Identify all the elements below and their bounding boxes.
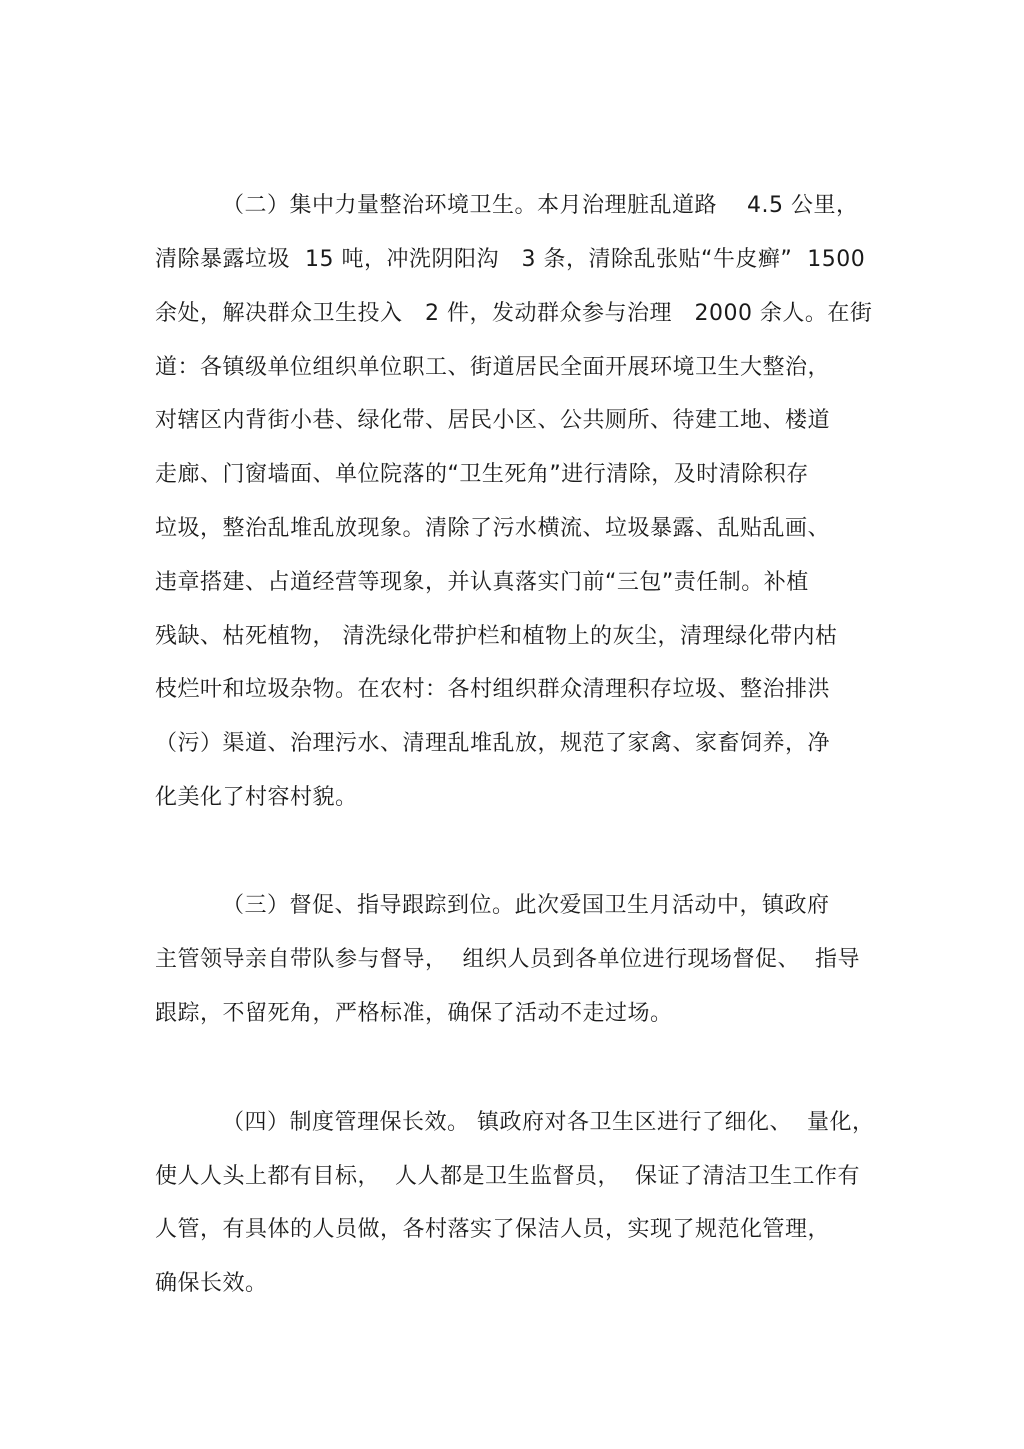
paragraph-line: 走廊、门窗墙面、单位院落的“卫生死角”进行清除，及时清除积存: [155, 462, 809, 487]
paragraph-line: （四）制度管理保长效。 镇政府对各卫生区进行了细化、 量化，: [222, 1110, 875, 1135]
paragraph-line: 对辖区内背街小巷、绿化带、居民小区、公共厕所、待建工地、楼道: [155, 408, 831, 433]
paragraph-line: 余处，解决群众卫生投入 2 件，发动群众参与治理 2000 余人。在街: [155, 301, 873, 326]
paragraph-line: 清除暴露垃圾 15 吨，冲洗阴阳沟 3 条，清除乱张贴“牛皮癣” 1500: [155, 247, 866, 272]
paragraph-line: 枝烂叶和垃圾杂物。在农村：各村组织群众清理积存垃圾、整治排洪: [155, 677, 831, 702]
paragraph-line: 人管，有具体的人员做，各村落实了保洁人员，实现了规范化管理，: [155, 1217, 831, 1242]
paragraph-line: 使人人头上都有目标， 人人都是卫生监督员， 保证了清洁卫生工作有: [155, 1164, 860, 1189]
paragraph-line: 跟踪，不留死角，严格标准，确保了活动不走过场。: [155, 1001, 673, 1026]
paragraph-line: （三）督促、指导跟踪到位。此次爱国卫生月活动中，镇政府: [222, 893, 830, 918]
paragraph-line: 确保长效。: [155, 1271, 268, 1296]
paragraph-line: 化美化了村容村貌。: [155, 785, 358, 810]
paragraph-line: （污）渠道、治理污水、清理乱堆乱放，规范了家禽、家畜饲养，净: [155, 731, 831, 756]
paragraph-line: 违章搭建、占道经营等现象，并认真落实门前“三包”责任制。补植: [155, 570, 809, 595]
paragraph-line: 垃圾，整治乱堆乱放现象。清除了污水横流、垃圾暴露、乱贴乱画、: [155, 516, 831, 541]
paragraph-line: （二）集中力量整治环境卫生。本月治理脏乱道路 4.5 公里，: [222, 193, 859, 218]
paragraph-line: 主管领导亲自带队参与督导， 组织人员到各单位进行现场督促、 指导: [155, 947, 860, 972]
paragraph-line: 残缺、枯死植物， 清洗绿化带护栏和植物上的灰尘，清理绿化带内枯: [155, 624, 838, 649]
paragraph-line: 道：各镇级单位组织单位职工、街道居民全面开展环境卫生大整治，: [155, 355, 831, 380]
